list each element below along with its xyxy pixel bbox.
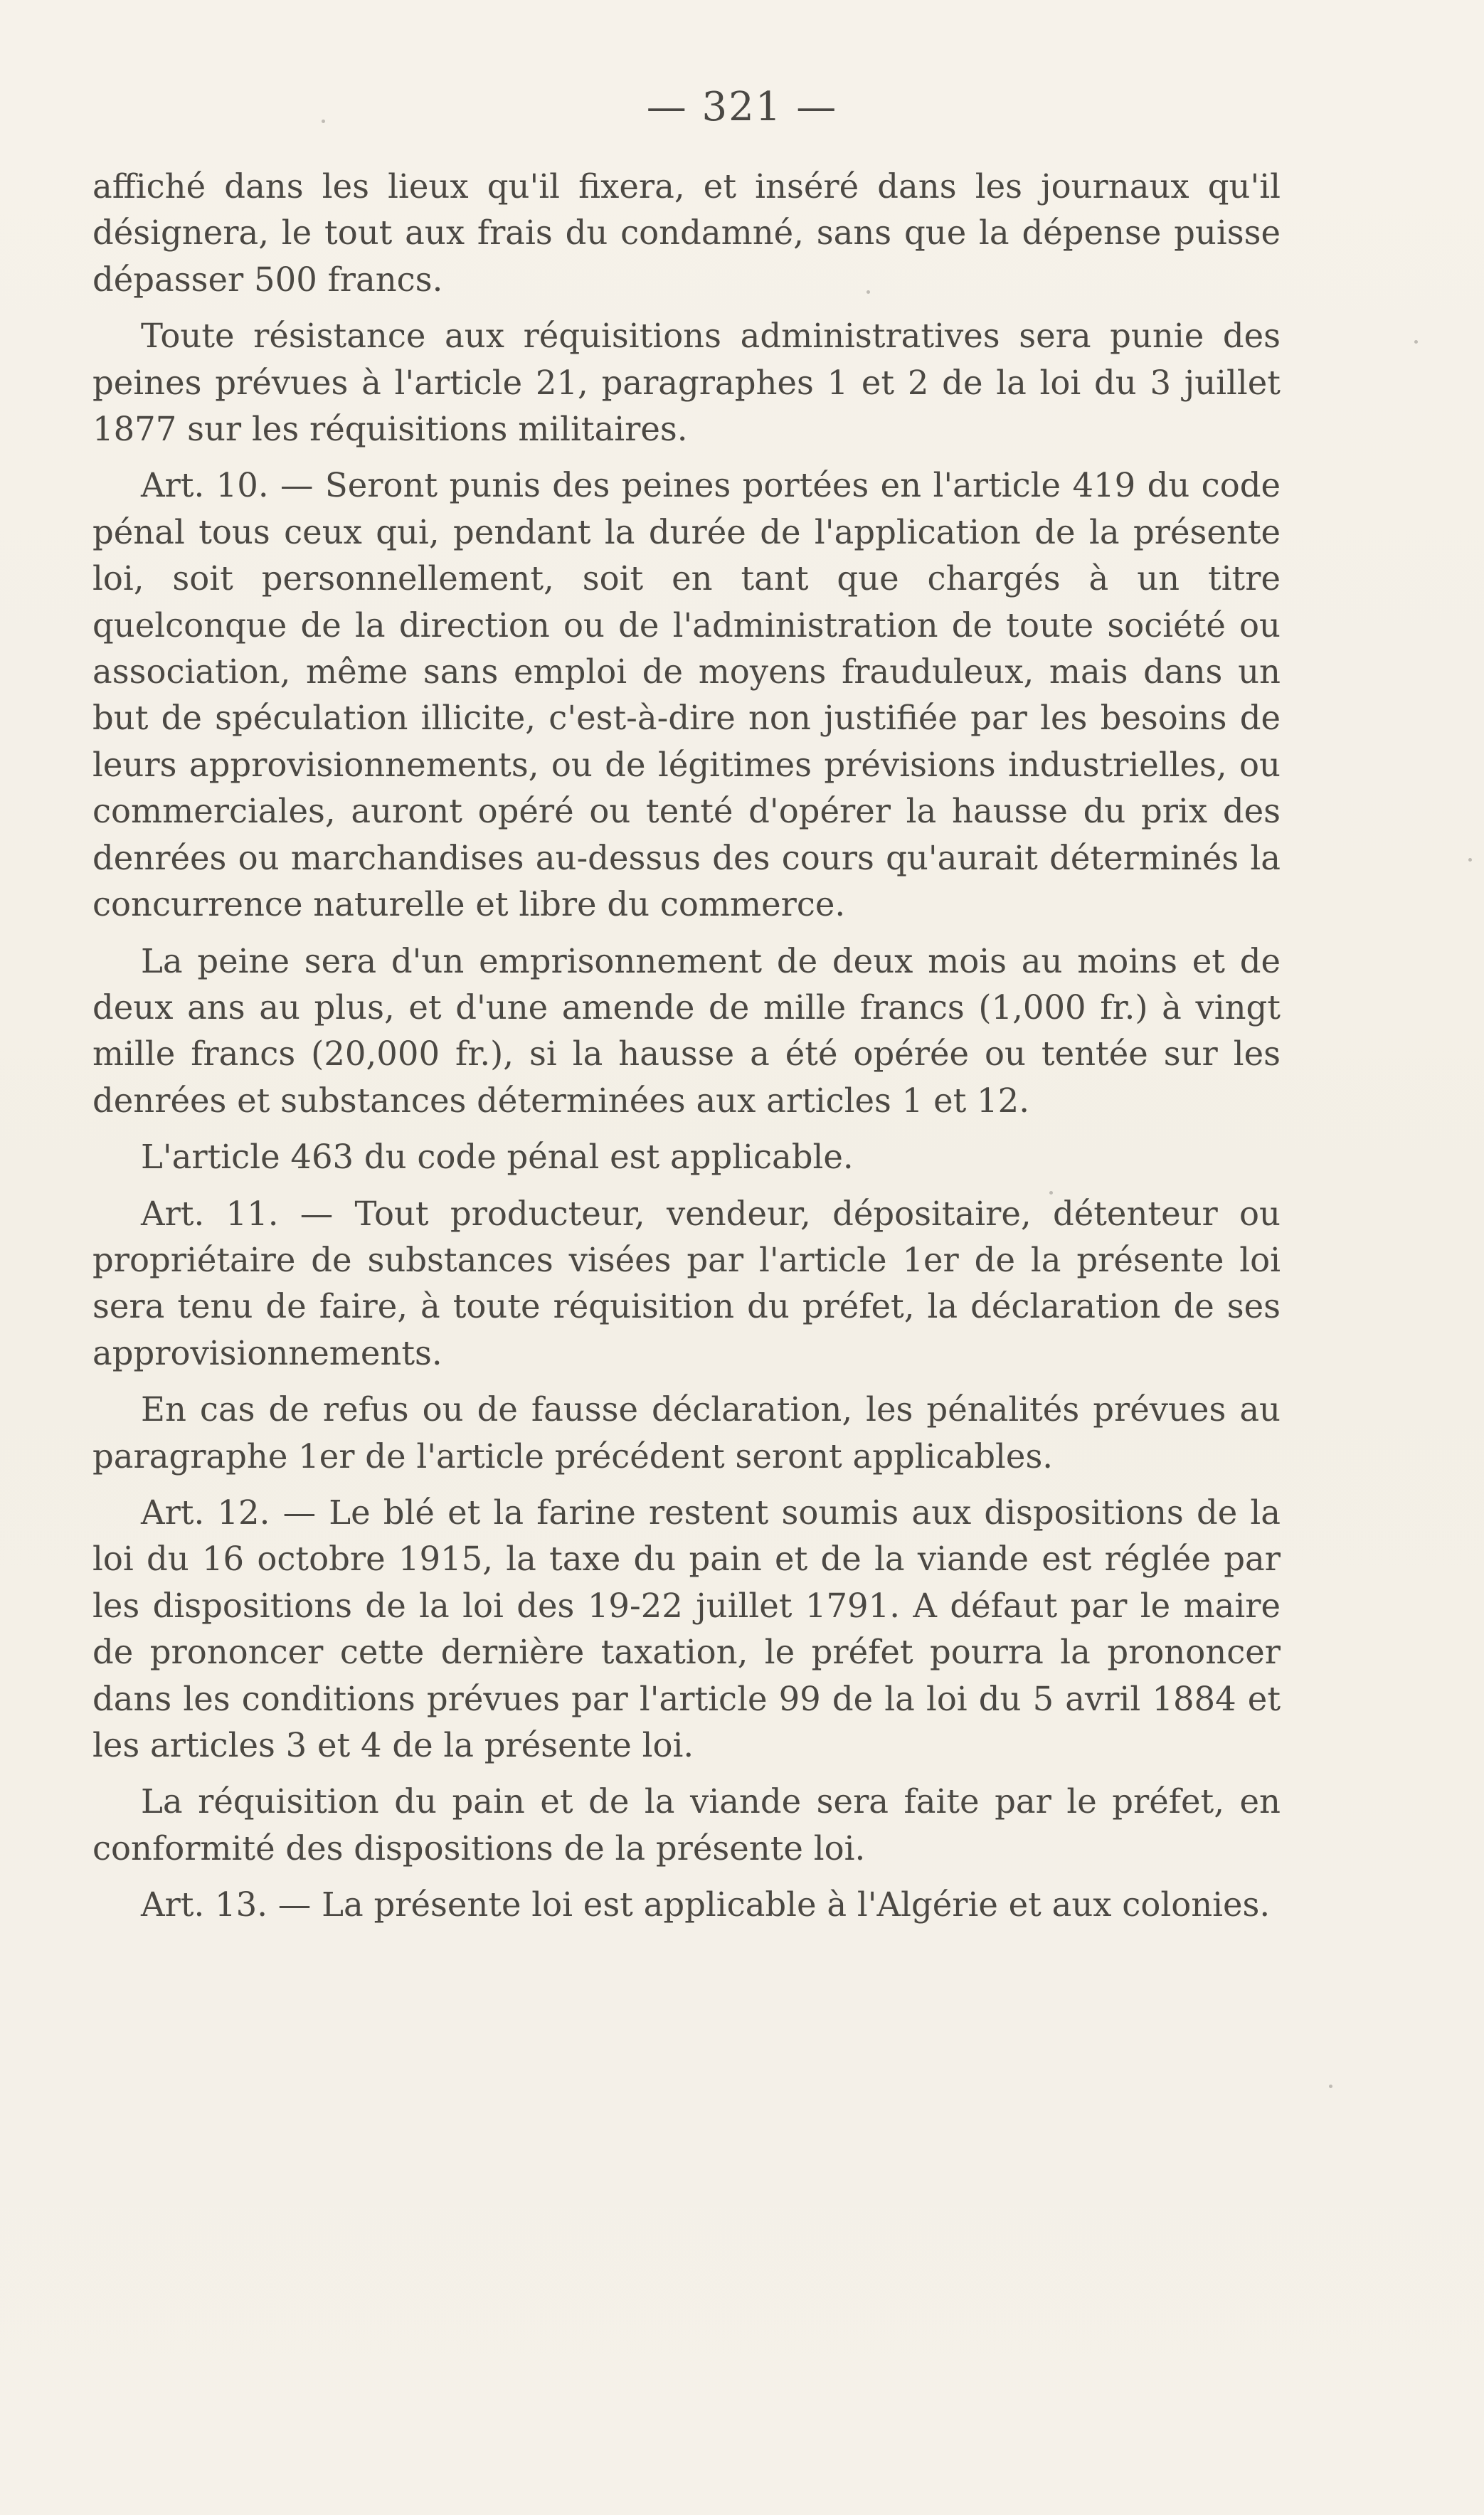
paragraph-continued: affiché dans les lieux qu'il fixera, et inséré dans les journaux qu'il désignera, le tout aux frais du condamné, sans que la dépense puisse dépasser 500 francs. <box>92 167 1281 299</box>
paragraph-refusal: En cas de refus ou de fausse déclaration, les pénalités prévues au paragraphe 1er de l'article précédent seront applicables. <box>92 1390 1281 1476</box>
paragraph-article-12: Art. 12. — Le blé et la farine restent soumis aux dispositions de la loi du 16 octobre 1915, la taxe du pain et de la viande est réglée par les dispositions de la loi des 19-22 juillet 1791. A défaut par le maire de prononcer cette dernière taxation, le préfet pourra la prononcer dans les conditions prévues par l'article 99 de la loi du 5 avril 1884 et les articles 3 et 4 de la présente loi. <box>92 1493 1281 1764</box>
body-text <box>92 164 1281 1929</box>
paragraph-article-13: Art. 13. — La présente loi est applicable à l'Algérie et aux colonies. <box>141 1885 1271 1924</box>
paragraph-article-11: Art. 11. — Tout producteur, vendeur, dépositaire, détenteur ou propriétaire de substances visées par l'article 1er de la présente loi sera tenu de faire, à toute réquisition du préfet, la déclaration de ses approvisionnements. <box>92 1194 1281 1372</box>
paragraph-requisition: La réquisition du pain et de la viande sera faite par le préfet, en conformité des dispositions de la présente loi. <box>92 1782 1281 1868</box>
paragraph-resistance: Toute résistance aux réquisitions administratives sera punie des peines prévues à l'article 21, paragraphes 1 et 2 de la loi du 3 juillet 1877 sur les réquisitions militaires. <box>92 317 1281 449</box>
scan-speck <box>322 120 325 123</box>
paragraph-article-10: Art. 10. — Seront punis des peines portées en l'article 419 du code pénal tous ceux qui, pendant la durée de l'application de la présente loi, soit personnellement, soit en tant que chargés à un titre quelconque de la direction ou de l'administration de toute société ou association, même sans emploi de moyens frauduleux, mais dans un but de spéculation illicite, c'est-à-dire non justifiée par les besoins de leurs approvisionnements, ou de légitimes prévisions industrielles, ou commerciales, auront opéré ou tenté d'opérer la hausse du prix des denrées ou marchandises au-dessus des cours qu'aurait déterminés la concurrence naturelle et libre du commerce. <box>92 466 1281 924</box>
scan-speck <box>1329 2085 1332 2088</box>
scan-speck <box>1414 340 1418 344</box>
scan-speck <box>1468 858 1472 862</box>
page-number: — 321 — <box>646 84 838 130</box>
paragraph-penalty: La peine sera d'un emprisonnement de deux mois au moins et de deux ans au plus, et d'une amende de mille francs (1,000 fr.) à vingt mille francs (20,000 fr.), si la hausse a été opérée ou tentée sur les denrées et substances déterminées aux articles 1 et 12. <box>92 941 1281 1120</box>
paragraph-article-463: L'article 463 du code pénal est applicable. <box>141 1138 854 1177</box>
